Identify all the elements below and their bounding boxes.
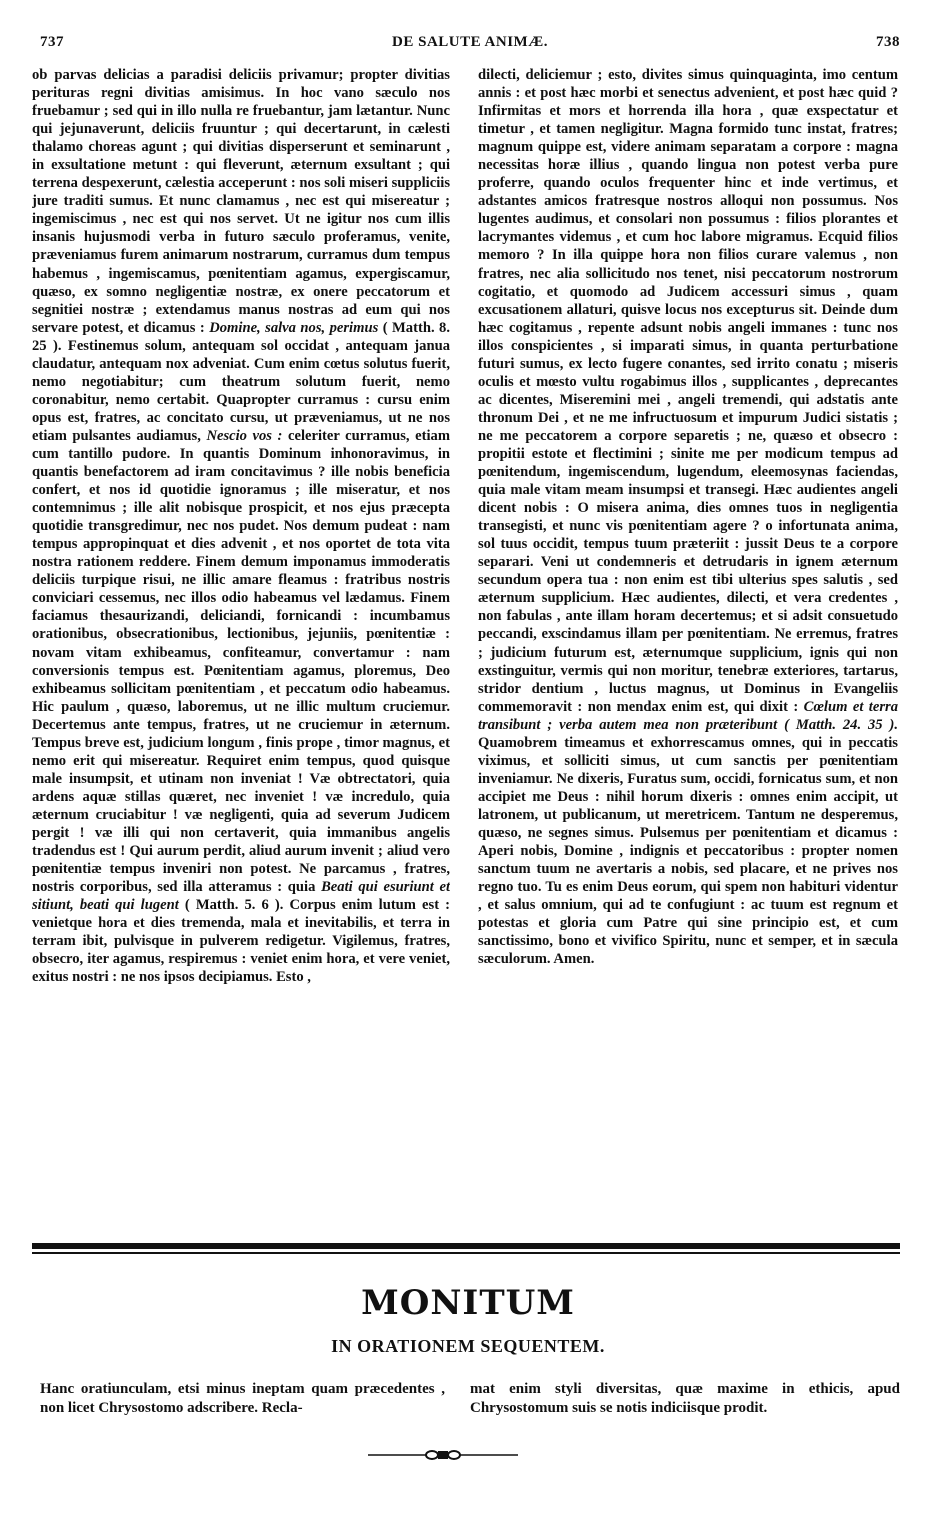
left-text-b: Festinemus solum, antequam sol occidat , antequam janua claudatur, antequam nox adveniat. Cum enim cœtus solutus fuerit, nemo negotiabitur; cum theatrum solutum fuerit, nemo coronabitur, nemo certabit. Quapropter curramus : cursu enim opus est, fratres, ac concitato cursu, ut præveniamus, ut ne nos etiam pulsantes audiamus,: [32, 337, 450, 444]
left-text-column: [32, 66, 450, 1226]
left-citation-2: Nescio vos :: [206, 427, 288, 444]
left-citation-1: Domine, salva nos, perimus: [209, 319, 383, 336]
left-citation-3: Beati qui esuriunt et sitiunt, beati qui lugent: [32, 879, 450, 914]
right-citation-1: Cœlum et terra transibunt ; verba autem mea non præteribunt: [478, 698, 898, 733]
right-text-a: dilecti, deliciemur ; esto, divites simus quinquaginta, imo centum annis : et post hæc morbi et senectus advenient, et post hæc quid ? Infirmitas et mors et horrenda illa hora , quæ exspectatur et timetur , et tamen negligitur. Magna formido tunc instat, fratres; magnum quippe est, videre animam separatam a corpore : magna necessitas horæ illius , quando lingua non potest verba pure proferre, quando oculos frequenter hinc et inde vertimus, et adstantes amicos fratresque nostros alloqui non possumus. Nos lugentes audimus, et consolari non possumus : filios plorantes et lacrymantes videmus , et cum hoc labore migramus. Ecquid filios memoro ? In illa quippe hora non filios curare valemus , non fratres, nec alia sollicitudo nos tenet, nisi peccatorum nostrorum cogitatio, et quomodo ad Judicem accessuri simus , quam excusationem allaturi, quisve locus nos excepturus sit. Deinde dum hæc cogitamus , repente adsunt nobis angeli immanes : tunc nos illos conspicientes , si imparati simus, in quanta perturbatione futuri sumus, ex lecto fugere conantes, sed irrito conatu ; miseris oculis et mœsto vultu rogabimus illos , supplicantes , deprecantes ac dicentes, Miseremini mei , angeli tremendi, qui adstatis ante thronum Dei , et ne me infructuosum et impurum Judici sistatis ; ne me peccatorem a corpore separetis ; ne, quæso et obsecro : propitii estote et flectimini ; sinite me per modicum tempus ad pœnitendum, ingemiscendum, lugendum, eleemosynas faciendas, quia male vitam meam insumpsi et transegi. Hæc audientes angeli dicent nobis : O misera anima, dies omnes tuos in negligentia transegisti, et nunc vis pœnitentiam agere ? o infortunata anima, sol tuus occidit, tempus tuum præteriit : jussit Deus te a corpore separari. Veni ut condemneris et detrudaris in ignem æternum secundum opera tua : non enim est tibi ulterius spes salutis , sed æternum supplicium. Hæc audientes, dilecti, et vera credentes , non fabulas , ante illam horam decertemus; et si adsit consuetudo peccandi, exscindamus illam per pœnitentiam. Ne erremus, fratres ; judicium futurum est, æternumque supplicium, ignis qui non exstinguitur, vermis qui non moritur, tenebræ exteriores, tartarus, stridor dentium , luctus magnus, ut Dominus in Evangeliis commemoravit : non mendax enim est, qui dixit :: [478, 67, 898, 715]
section-divider-thick: [32, 1243, 900, 1249]
left-text-c: celeriter curramus, etiam cum tantillo pudore. In quantis Dominum inhonoravimus, in quantis benefactorem ad iram concitavimus ? ille nobis beneficia confert, et nos id quotidie ignoramus ; ille miseratur, et nos contemnimus ; ille alit nobisque prospicit, et nos ejus præcepta quotidie transgredimur, nec nos pudet. Nos demum pudeat : nam tempus appropinquat et dies advenit , et nos oportet de tota vita nostra rationem reddere. Finem demum imponamus immoderatis deliciis turpique risui, ne illic amare fleamus : fratribus nostris conviciari cessemus, nec illos odio habeamus vel lædamus. Finem faciamus thesaurizandi, deliciandi, fornicandi : incumbamus orationibus, obsecrationibus, lectionibus, jejuniis, pœnitentiæ : novam vitam exhibeamus, confiteamur, convertamur : nam conversionis tempus est. Pœnitentiam agamus, ploremus, Deo exhibeamus sollicitam pœnitentiam , et peccatum odio habeamus. Hic paulum , quæso, laboremus, ut ne illic multum cruciemur. Decertemus ante tempus, fratres, ut ne cruciemur in æternum. Tempus breve est, judicium longum , finis prope , timor magnus, et nemo erit qui misereatur. Requiret enim tempus, quod quisque male insumpsit, et utinam non inveniat ! Væ obtrectatori, quia ardens aquæ stillas quæret, nec inveniet ! væ incredulo, quia æternum cruciabitur ! væ negligenti, quia ad severum Judicem pergit ! væ illi qui non certaverit, quia immanibus angelis tradendus est ! Qui aurum perdit, aliud aurum invenit ; aliud vero pœnitentiæ tempus inveniri non potest. Ne parcamus , fratres, nostris corporibus, sed illa atteramus : quia: [32, 427, 450, 896]
left-text-d: Corpus enim lutum est : venietque hora et dies tremenda, mala et inevitabilis, et terra in terram ibit, pulvisque in pulverem redigetur. Vigilemus, fratres, obsecro, iter agamus, respiremus : veniet enim hora, et vere veniet, exitus nostri : ne nos ipsos decipiamus. Esto ,: [32, 897, 450, 986]
page-header: [40, 34, 900, 54]
right-text-b: Quamobrem timeamus et exhorrescamus omnes, qui in peccatis viximus, et solliciti simus, ut cum sanctis per pœnitentiam inveniamur. Ne dixeris, Furatus sum, occidi, fornicatus sum, et non accipiet me Deus : nihil horum dixeris : omnes enim accipit, ut latronem, ut publicanum, ut meretricem. Tantum ne desperemus, quæso, ne segnes simus. Pulsemus per pœnitentiam et dicamus : Aperi nobis, Domine , indignis et peccatoribus : propter nomen sanctum tuum ne avertaris a nobis, sed placare, et ne prives nos regno tuo. Tu es enim Deus eorum, qui spem non habituri videntur , et salus omnium, qui ad te confugiunt : ac tuum est regnum et potestas et gloria cum Patre qui sine principio est, et cum sanctissimo, bono et vivifico Spiritu, nunc et semper, et in sæcula sæculorum. Amen.: [478, 734, 898, 968]
right-paragraph: [478, 66, 898, 968]
running-title: DE SALUTE ANIMÆ.: [392, 34, 548, 50]
right-ref-1: ( Matth. 24. 35 ).: [784, 716, 898, 733]
right-text-column: [478, 66, 898, 1226]
monitum-subheading: IN ORATIONEM SEQUENTEM.: [331, 1336, 605, 1356]
left-text-a: ob parvas delicias a paradisi deliciis privamur; propter divitias perituras regni divitias amisimus. In hoc vano sæculo nos fruebamur ; sed qui in illo nulla re fruebantur, jam lætantur. Nunc qui jejunaverunt, deliciis fruuntur ; qui decertarunt, in cælesti thalamo choreas agunt ; qui divitias disperserunt et seminarunt , in exsultatione metunt : qui fleverunt, æternum exsultant ; qui terrena despexerunt, cælestia acceperunt : nos soli miseri suppliciis jure traditi sumus. Et nunc clamamus , nec est qui misereatur ; ingemiscimus , nec est qui nos servet. Ut ne igitur nos cum illis insanis hujusmodi verba in futuro sæculo proferamus, venite, præveniamus furem animarum nostrarum, curramus dum tempus habemus , ingemiscamus, pœnitentiam agamus, expergiscamur, quæso, ex somno negligentiæ nostræ, ex onere peccatorum et segnitiei nostræ ; extendamus manus nostras ad eum qui nos servare potest, et dicamus :: [32, 67, 450, 336]
monitum-text-right: mat enim styli diversitas, quæ maxime in ethicis, apud Chrysostomum suis se notis indiciisque prodit.: [470, 1381, 900, 1416]
section-divider-thin: [32, 1252, 900, 1254]
monitum-heading: MONITUM: [361, 1283, 575, 1323]
left-paragraph: [32, 66, 450, 986]
left-ref-1: ( Matth. 8. 25 ).: [32, 319, 450, 354]
left-ref-3: ( Matth. 5. 6 ).: [184, 897, 290, 914]
ornament-divider: [368, 1448, 518, 1462]
monitum-text-left: Hanc oratiunculam, etsi minus ineptam quam præcedentes , non licet Chrysostomo adscribere. Recla-: [40, 1381, 445, 1416]
page-number-right: 738: [876, 34, 900, 50]
page-number-left: 737: [40, 34, 64, 50]
